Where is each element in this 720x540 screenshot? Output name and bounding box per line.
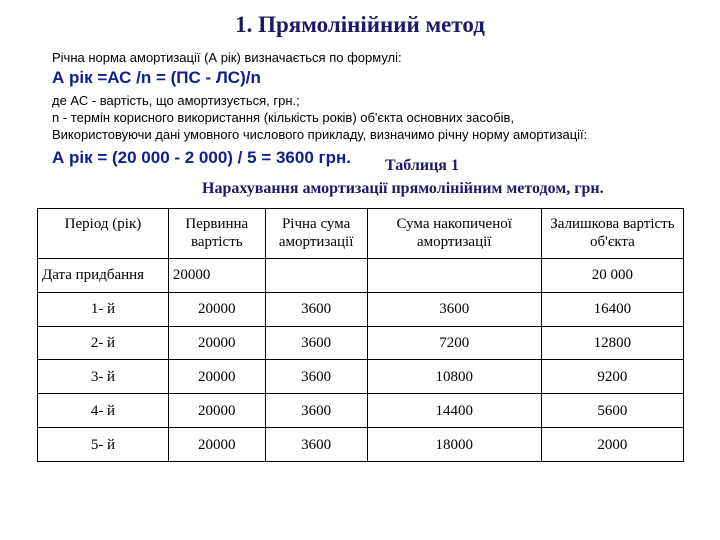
cell-initial-cost: 20000 bbox=[168, 428, 265, 462]
cell-annual-amortization: 3600 bbox=[265, 326, 367, 360]
cell-annual-amortization: 3600 bbox=[265, 360, 367, 394]
cell-accumulated-amortization bbox=[367, 259, 541, 293]
cell-accumulated-amortization: 18000 bbox=[367, 428, 541, 462]
table-row bbox=[38, 394, 684, 428]
cell-residual-value: 2000 bbox=[541, 428, 683, 462]
table-row bbox=[38, 292, 684, 326]
amortization-formula: А рік =АС /n = (ПС - ЛС)/n bbox=[52, 68, 261, 87]
cell-initial-cost: 20000 bbox=[168, 360, 265, 394]
cell-accumulated-amortization: 3600 bbox=[367, 292, 541, 326]
example-intro: Використовуючи дані умовного числового прикладу, визначимо річну норму амортизації: bbox=[52, 127, 588, 142]
table-header-row bbox=[38, 209, 684, 259]
cell-period: 1- й bbox=[38, 292, 169, 326]
header-accumulated-amortization: Сума накопиченої амортизації bbox=[367, 209, 541, 259]
cell-accumulated-amortization: 7200 bbox=[367, 326, 541, 360]
cell-residual-value: 16400 bbox=[541, 292, 683, 326]
cell-period: 4- й bbox=[38, 394, 169, 428]
table-title: Нарахування амортизації прямолінійним методом, грн. bbox=[202, 180, 604, 197]
header-period: Період (рік) bbox=[38, 209, 169, 259]
table-row bbox=[38, 428, 684, 462]
calculation-result: А рік = (20 000 - 2 000) / 5 = 3600 грн. bbox=[52, 148, 351, 167]
cell-annual-amortization: 3600 bbox=[265, 292, 367, 326]
definition-n: n - термін корисного використання (кількість років) об'єкта основних засобів, bbox=[52, 110, 515, 125]
cell-period: Дата придбання bbox=[38, 259, 169, 293]
table-row bbox=[38, 326, 684, 360]
cell-accumulated-amortization: 10800 bbox=[367, 360, 541, 394]
cell-residual-value: 12800 bbox=[541, 326, 683, 360]
cell-annual-amortization: 3600 bbox=[265, 428, 367, 462]
cell-residual-value: 20 000 bbox=[541, 259, 683, 293]
cell-initial-cost: 20000 bbox=[168, 326, 265, 360]
intro-text: Річна норма амортизації (А рік) визначається по формулі: bbox=[52, 50, 402, 65]
table-row bbox=[38, 360, 684, 394]
page-title: 1. Прямолінійний метод bbox=[235, 12, 485, 37]
cell-annual-amortization bbox=[265, 259, 367, 293]
cell-residual-value: 9200 bbox=[541, 360, 683, 394]
cell-period: 3- й bbox=[38, 360, 169, 394]
table-label: Таблиця 1 bbox=[385, 157, 459, 174]
cell-initial-cost: 20000 bbox=[168, 259, 265, 293]
cell-initial-cost: 20000 bbox=[168, 292, 265, 326]
cell-residual-value: 5600 bbox=[541, 394, 683, 428]
table-row bbox=[38, 259, 684, 293]
header-residual-value: Залишкова вартість об'єкта bbox=[541, 209, 683, 259]
cell-period: 2- й bbox=[38, 326, 169, 360]
cell-initial-cost: 20000 bbox=[168, 394, 265, 428]
cell-period: 5- й bbox=[38, 428, 169, 462]
amortization-table bbox=[37, 208, 684, 462]
definition-ac: де АС - вартість, що амортизується, грн.; bbox=[52, 93, 300, 108]
cell-accumulated-amortization: 14400 bbox=[367, 394, 541, 428]
header-initial-cost: Первинна вартість bbox=[168, 209, 265, 259]
cell-annual-amortization: 3600 bbox=[265, 394, 367, 428]
header-annual-amortization: Річна сума амортизації bbox=[265, 209, 367, 259]
